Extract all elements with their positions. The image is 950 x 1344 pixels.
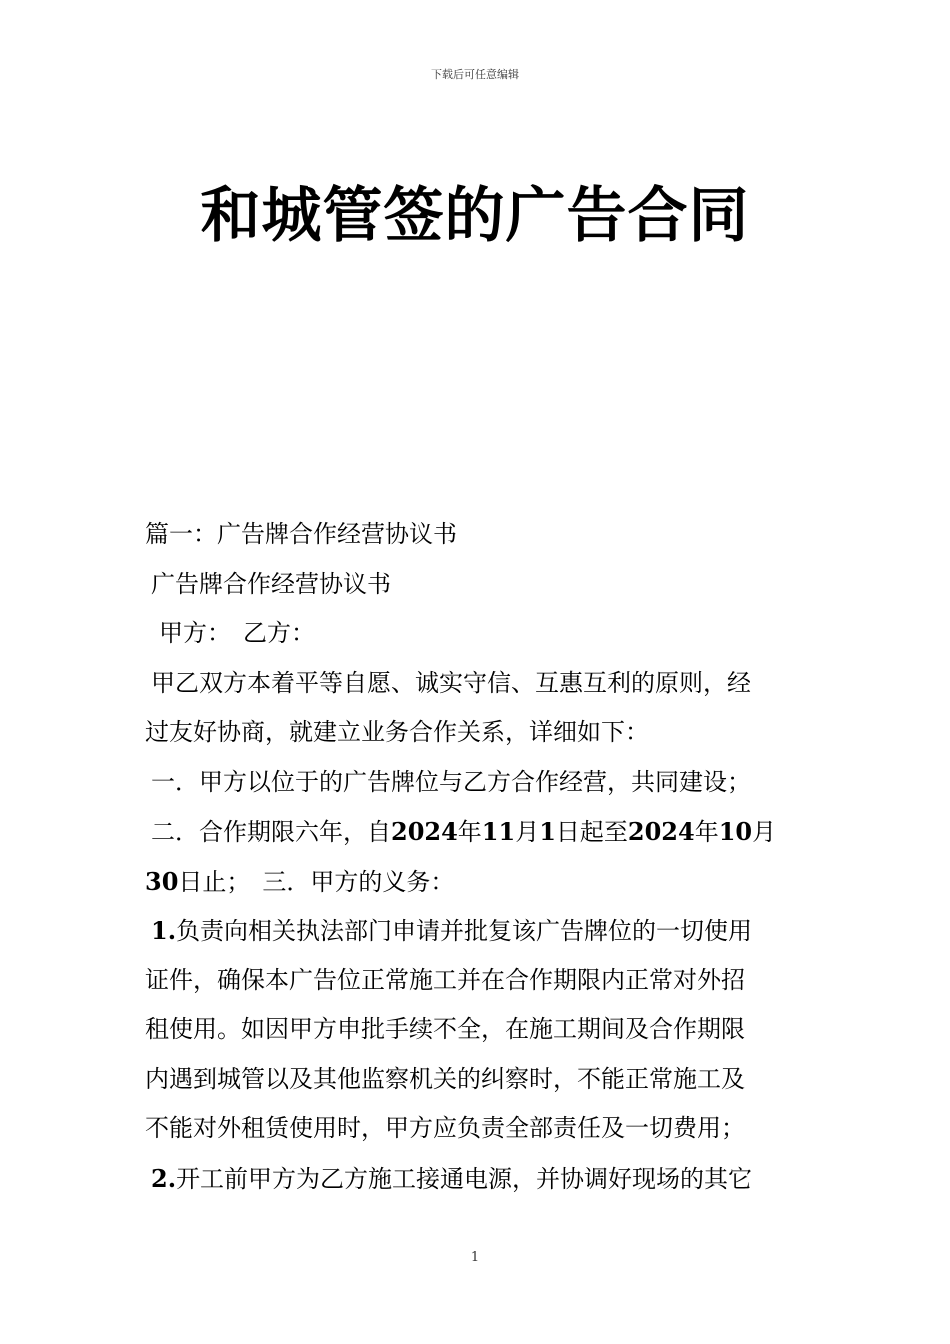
paragraph-line: 过友好协商，就建立业务合作关系，详细如下： [145,718,649,746]
paragraph-line: 甲乙双方本着平等自愿、诚实守信、互惠互利的原则，经 [151,668,751,697]
agreement-title: 广告牌合作经营协议书 [151,569,391,598]
clause-text: 年 [694,818,719,846]
item-number: 2. [151,1163,177,1193]
document-title: 和城管签的广告合同 [200,181,750,251]
number: 2024 [627,817,695,846]
clause-text: 开工前甲方为乙方施工接通电源，并协调好现场的其它 [176,1164,753,1193]
obligation-two [145,1154,815,1204]
parties-line: 甲方： 乙方： [159,619,315,647]
paragraph-line: 租使用。如因甲方申批手续不全，在施工期间及合作期限 [145,1015,745,1043]
clause-text: 日止； 三．甲方的义务： [178,867,455,896]
paragraph-line: 不能对外租赁使用时，甲方应负责全部责任及一切费用； [145,1114,745,1142]
number: 2024 [391,817,458,846]
number: 11 [481,817,516,846]
clause-text: 负责向相关执法部门申请并批复该广告牌位的一切使用 [176,917,753,945]
clause-text: 二．合作期限六年，自 [151,818,391,846]
document-body [145,510,815,1203]
section-heading: 篇一：广告牌合作经营协议书 [145,520,457,548]
item-number: 1. [151,916,177,945]
page-number: 1 [470,1250,480,1265]
clause-one: 一．甲方以位于的广告牌位与乙方合作经营，共同建设； [151,767,751,796]
clause-text: 年 [457,818,482,846]
number: 10 [718,817,753,846]
number: 30 [145,866,179,896]
clause-two-continued [145,857,815,907]
paragraph-line: 证件，确保本广告位正常施工并在合作期限内正常对外招 [145,965,745,994]
clause-text: 月 [515,818,540,846]
clause-text: 月 [752,818,777,846]
number: 1 [539,817,556,846]
clause-two [145,807,815,857]
paragraph-line: 内遇到城管以及其他监察机关的纠察时，不能正常施工及 [145,1064,745,1093]
page-header: 下载后可任意编辑 [431,68,519,81]
clause-text: 日起至 [555,818,628,846]
obligation-one [145,906,815,956]
